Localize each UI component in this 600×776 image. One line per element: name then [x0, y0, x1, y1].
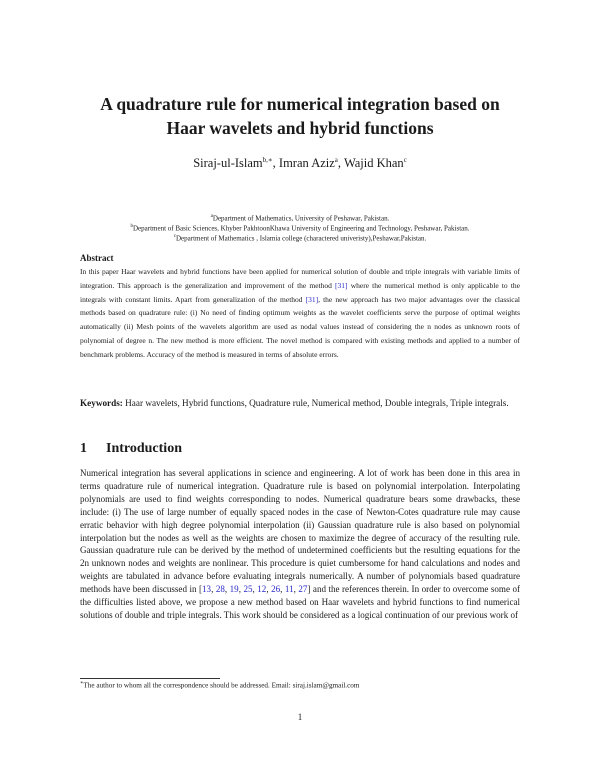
author-separator: ,: [337, 156, 344, 171]
citation-link[interactable]: 12: [257, 584, 267, 595]
author-affil-mark: b,∗: [262, 156, 273, 164]
keywords-text: Haar wavelets, Hybrid functions, Quadrature rule, Numerical method, Double integrals, Triple integrals.: [122, 398, 509, 408]
author-affil-mark: a: [334, 156, 338, 164]
citation-link[interactable]: 28: [215, 584, 225, 595]
affiliation-text: Department of Mathematics , Islamia college (charactered univeristy),Peshawar,Pakistan.: [175, 234, 427, 243]
citation-link[interactable]: 27: [298, 584, 308, 595]
affiliation-mark: c: [173, 234, 176, 239]
abstract-heading: Abstract: [80, 253, 114, 263]
author-name: Imran Aziz: [278, 156, 335, 171]
author-separator: ,: [272, 156, 279, 171]
author-affil-mark: c: [403, 156, 407, 164]
citation-link[interactable]: 26: [271, 584, 281, 595]
section-title: Introduction: [106, 441, 182, 456]
intro-text: ] and the references therein. In order to overcome some of the difficulties listed above, we propose a new method based on Haar wavelets and hybrid functions to find numerical solutions of double and triple integrals. This work should be considered as a logical continuation of our previous work of: [80, 584, 520, 620]
affiliation-text: Department of Mathematics, University of Peshawar, Pakistan.: [212, 214, 390, 223]
paper-title: [60, 92, 540, 140]
section-number: 1: [80, 441, 87, 456]
footnote-text: The author to whom all the correspondence should be addressed. Email: siraj.islam@gmail.com: [83, 681, 360, 690]
citation-link[interactable]: [31]: [335, 280, 348, 290]
footnote-mark: ∗: [80, 681, 84, 686]
title-line-1: A quadrature rule for numerical integration based on: [100, 94, 500, 114]
footnote: [80, 680, 359, 689]
intro-text: Numerical integration has several applications in science and engineering. A lot of work has been done in this area in terms quadrature rule of numerical integration. Quadrature rule is based on polynomial interpolation. Interpolating polynomials are used to find weights corresponding to nodes. Numerical quadrature bears some drawbacks, these include: (i) The use of large number of equally spaced nodes in the case of Newton-Cotes quadrature rule may cause erratic behavior with high degree polynomial interpolation (ii) Gaussian quadrature rule is also based on polynomial interpolation but the nodes as well as the weights are chosen to maximize the degree of accuracy of the resulting rule. Gaussian quadrature rule can be derived by the method of undetermined coefficients but the resulting equations for the 2n unknown nodes and weights are nonlinear. This procedure is quiet cumbersome for hand calculations and nodes and weights are tabulated in advance before evaluating integrals numerically. A number of polynomials based quadrature methods have been discussed in [: [80, 468, 520, 595]
keywords: [80, 397, 520, 411]
citation-link[interactable]: 13: [202, 584, 212, 595]
affiliation-text: Department of Basic Sciences, Khyber PakhtoonKhawa University of Engineering and Technology, Peshawar, Pakistan.: [132, 224, 470, 233]
section-heading: [80, 441, 182, 457]
abstract-text: In this paper Haar wavelets and hybrid functions have been applied for numerical solution of double and triple integrals with variable limits of integration. This approach is the generalization and improvement of the method: [80, 267, 520, 290]
abstract-text: where the numerical method is only applicable to the integrals with constant limits. Apart from generalization of the method: [80, 280, 520, 304]
citation-link[interactable]: 19: [229, 584, 239, 595]
footnote-rule: [80, 678, 220, 679]
abstract-text: , the new approach has two major advantages over the classical methods based on quadrature rule: (i) No need of finding optimum weights as the wavelet coefficients serve the purpose of optimal weights automatically (ii) Mesh points of the wavelets algorithm are used as nodal values instead of considering the n nodes as unknown roots of polynomial of degree n. The new method is more efficient. The novel method is compared with existing methods and applied to a number of benchmark problems. Accuracy of the method is measured in terms of absolute errors.: [80, 294, 520, 359]
affiliation-mark: a: [210, 214, 213, 219]
author-list: [60, 156, 540, 171]
citation-link[interactable]: [31]: [305, 294, 319, 304]
abstract-body: [80, 265, 520, 362]
title-line-2: Haar wavelets and hybrid functions: [166, 118, 434, 138]
author-name: Wajid Khan: [343, 156, 404, 171]
affiliation-c: [60, 232, 540, 243]
keywords-label: Keywords:: [80, 398, 123, 408]
page-number: 1: [297, 712, 303, 722]
author-name: Siraj-ul-Islam: [193, 156, 263, 171]
citation-link[interactable]: 11: [284, 584, 294, 595]
affiliation-mark: b: [130, 224, 133, 229]
citation-link[interactable]: 25: [243, 584, 253, 595]
introduction-body: Numerical integration has several applications in science and engineering. A lot of work has been done in this area in terms quadrature rule of numerical integration. Quadrature rule is based on polynomial interpolation. Interpolating polynomials are used to find weights corresponding to nodes. Numerical quadrature bears some drawbacks, these include: (i) The use of large number of equally spaced nodes in the case of Newton-Cotes quadrature rule may cause erratic behavior with high degree polynomial interpolation (ii) Gaussian quadrature rule is also based on polynomial interpolation but the nodes as well as the weights are chosen to maximize the degree of accuracy of the resulting rule. Gaussian quadrature rule can be derived by the method of undetermined coefficients but the resulting equations for the 2n unknown nodes and weights are nonlinear. This procedure is quiet cumbersome for hand calculations and nodes and weights are tabulated in advance before evaluating integrals numerically. A number of polynomials based quadrature methods have been discussed in [13, 28, 19, 25, 12, 26, 11, 27] and the references therein. In order to overcome some of the difficulties listed above, we propose a new method based on Haar wavelets and hybrid functions to find numerical solutions of double and triple integrals. This work should be considered as a logical continuation of our previous work of: [80, 468, 520, 620]
